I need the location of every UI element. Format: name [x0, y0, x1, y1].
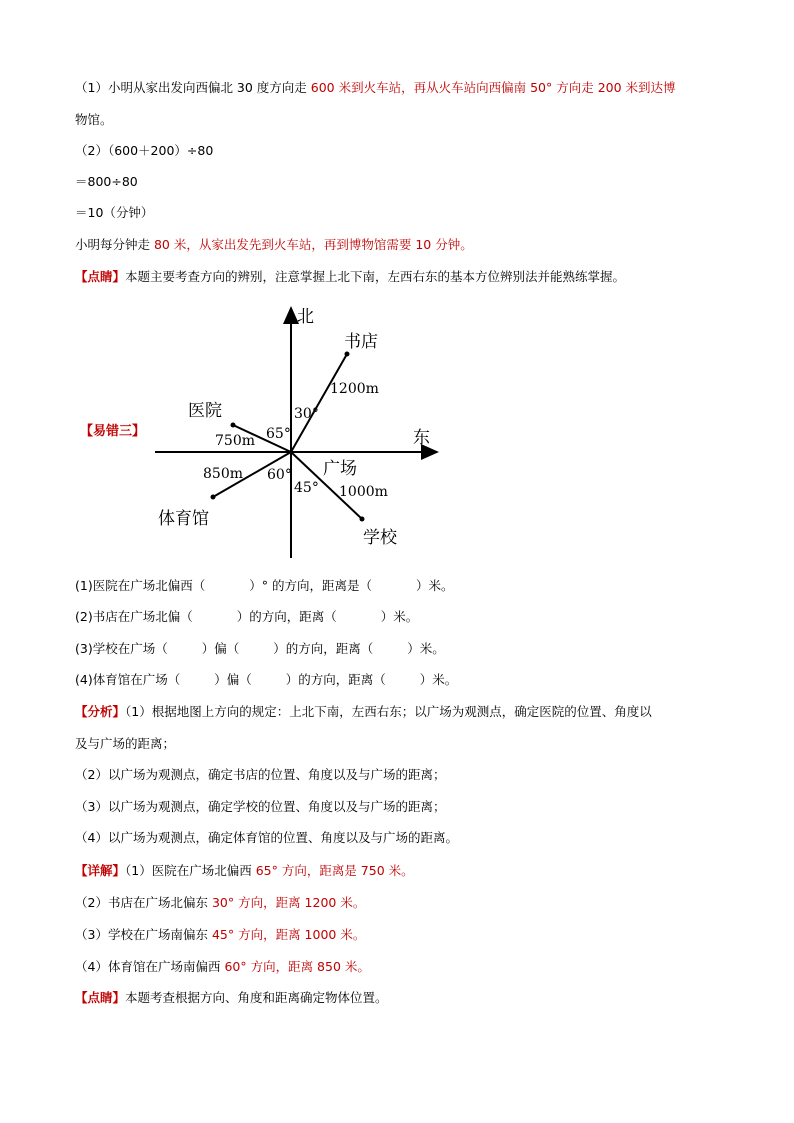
- question-4: [75, 672, 457, 688]
- point-hospital: [231, 423, 236, 428]
- point-gym: [211, 495, 216, 500]
- question-text: ）° 的方向，距离是（: [249, 578, 372, 593]
- question-text: ）的方向，距离（: [236, 609, 337, 624]
- question-text: ）米。: [415, 578, 454, 593]
- detail-answer: 60° 方向，距离 850 米。: [224, 959, 370, 974]
- question-text: ）米。: [419, 672, 458, 687]
- distance-gym: 850m: [203, 466, 243, 482]
- direction-diagram: [0, 300, 794, 565]
- question-text: (3)学校在广场（: [75, 641, 168, 656]
- label-bookstore: 书店: [344, 332, 378, 352]
- detail-tag: 【详解】: [75, 863, 126, 878]
- detail-text: （2）书店在广场北偏东: [75, 895, 212, 910]
- detail-answer: 45° 方向，距离 1000 米。: [211, 927, 366, 942]
- solution-line-5: ＝10（分钟）: [75, 205, 154, 220]
- tip-tag: 【点睛】: [75, 269, 126, 284]
- analysis-text: （1）根据地图上方向的规定：上北下南，左西右东；以广场为观测点，确定医院的位置、角度以: [125, 704, 652, 719]
- angle-gym: 60°: [267, 467, 292, 483]
- distance-hospital: 750m: [215, 433, 255, 449]
- question-text: ）的方向，距离（: [285, 672, 386, 687]
- solution-line-1: [75, 80, 676, 96]
- question-text: ）偏（: [201, 641, 240, 656]
- detail-line-4: [75, 959, 370, 975]
- analysis-line-2: 及与广场的距离；: [75, 736, 176, 751]
- tip-text: 本题主要考查方向的辨别，注意掌握上北下南，左西右东的基本方位辨别法并能熟练掌握。: [125, 269, 626, 284]
- question-text: ）米。: [380, 609, 419, 624]
- solution-text: 小明每分钟走: [75, 237, 154, 252]
- question-2: [75, 609, 418, 625]
- label-gym: 体育馆: [158, 509, 209, 529]
- angle-bookstore: 30°: [294, 406, 319, 422]
- label-east: 东: [413, 428, 430, 448]
- question-text: (1)医院在广场北偏西（: [75, 578, 206, 593]
- label-north: 北: [297, 307, 314, 327]
- question-1: [75, 578, 453, 594]
- analysis-line-1: [75, 704, 652, 720]
- analysis-line-5: （4）以广场为观测点，确定体育馆的位置、角度以及与广场的距离。: [75, 830, 458, 845]
- problem-tag: 【易错三】: [80, 424, 146, 439]
- angle-hospital: 65°: [266, 426, 291, 442]
- detail-line-2: [75, 895, 365, 911]
- detail-answer: 65° 方向，距离是 750 米。: [255, 863, 414, 878]
- distance-school: 1000m: [339, 484, 388, 500]
- detail-text: （3）学校在广场南偏东: [75, 927, 212, 942]
- tip2-text: 本题考查根据方向、角度和距离确定物体位置。: [125, 990, 388, 1005]
- ray-bookstore: [291, 354, 347, 452]
- tip-line: [75, 269, 625, 285]
- distance-bookstore: 1200m: [330, 381, 379, 397]
- solution-text: （1）小明从家出发向西偏北 30 度方向走: [75, 80, 311, 95]
- solution-line-2: 物馆。: [75, 112, 113, 127]
- label-hospital: 医院: [188, 401, 222, 421]
- detail-line-1: [75, 863, 414, 879]
- solution-answer: 600 米到火车站，再从火车站向西偏南 50° 方向走 200 米到达博: [310, 80, 676, 95]
- question-text: ）的方向，距离（: [273, 641, 374, 656]
- label-square: 广场: [323, 459, 357, 479]
- analysis-line-4: （3）以广场为观测点，确定学校的位置、角度以及与广场的距离；: [75, 799, 446, 814]
- solution-line-4: ＝800÷80: [75, 174, 138, 189]
- analysis-line-3: （2）以广场为观测点，确定书店的位置、角度以及与广场的距离；: [75, 767, 446, 782]
- question-text: (4)体育馆在广场（: [75, 672, 181, 687]
- detail-answer: 30° 方向，距离 1200 米。: [211, 895, 366, 910]
- point-bookstore: [345, 352, 350, 357]
- solution-answer: 80 米，从家出发先到火车站，再到博物馆需要 10 分钟。: [153, 237, 473, 252]
- question-3: [75, 641, 445, 657]
- detail-text: （4）体育馆在广场南偏西: [75, 959, 225, 974]
- question-text: ）米。: [407, 641, 445, 656]
- solution-line-6: [75, 237, 473, 253]
- point-school: [360, 517, 365, 522]
- tip2-tag: 【点睛】: [75, 990, 126, 1005]
- tip2-line: [75, 990, 388, 1006]
- question-text: (2)书店在广场北偏（: [75, 609, 193, 624]
- label-school: 学校: [363, 528, 397, 548]
- solution-line-3: （2）（600＋200）÷80: [75, 143, 214, 158]
- detail-text: （1）医院在广场北偏西: [125, 863, 256, 878]
- analysis-tag: 【分析】: [75, 704, 126, 719]
- angle-school: 45°: [294, 480, 319, 496]
- question-text: ）偏（: [214, 672, 252, 687]
- detail-line-3: [75, 927, 365, 943]
